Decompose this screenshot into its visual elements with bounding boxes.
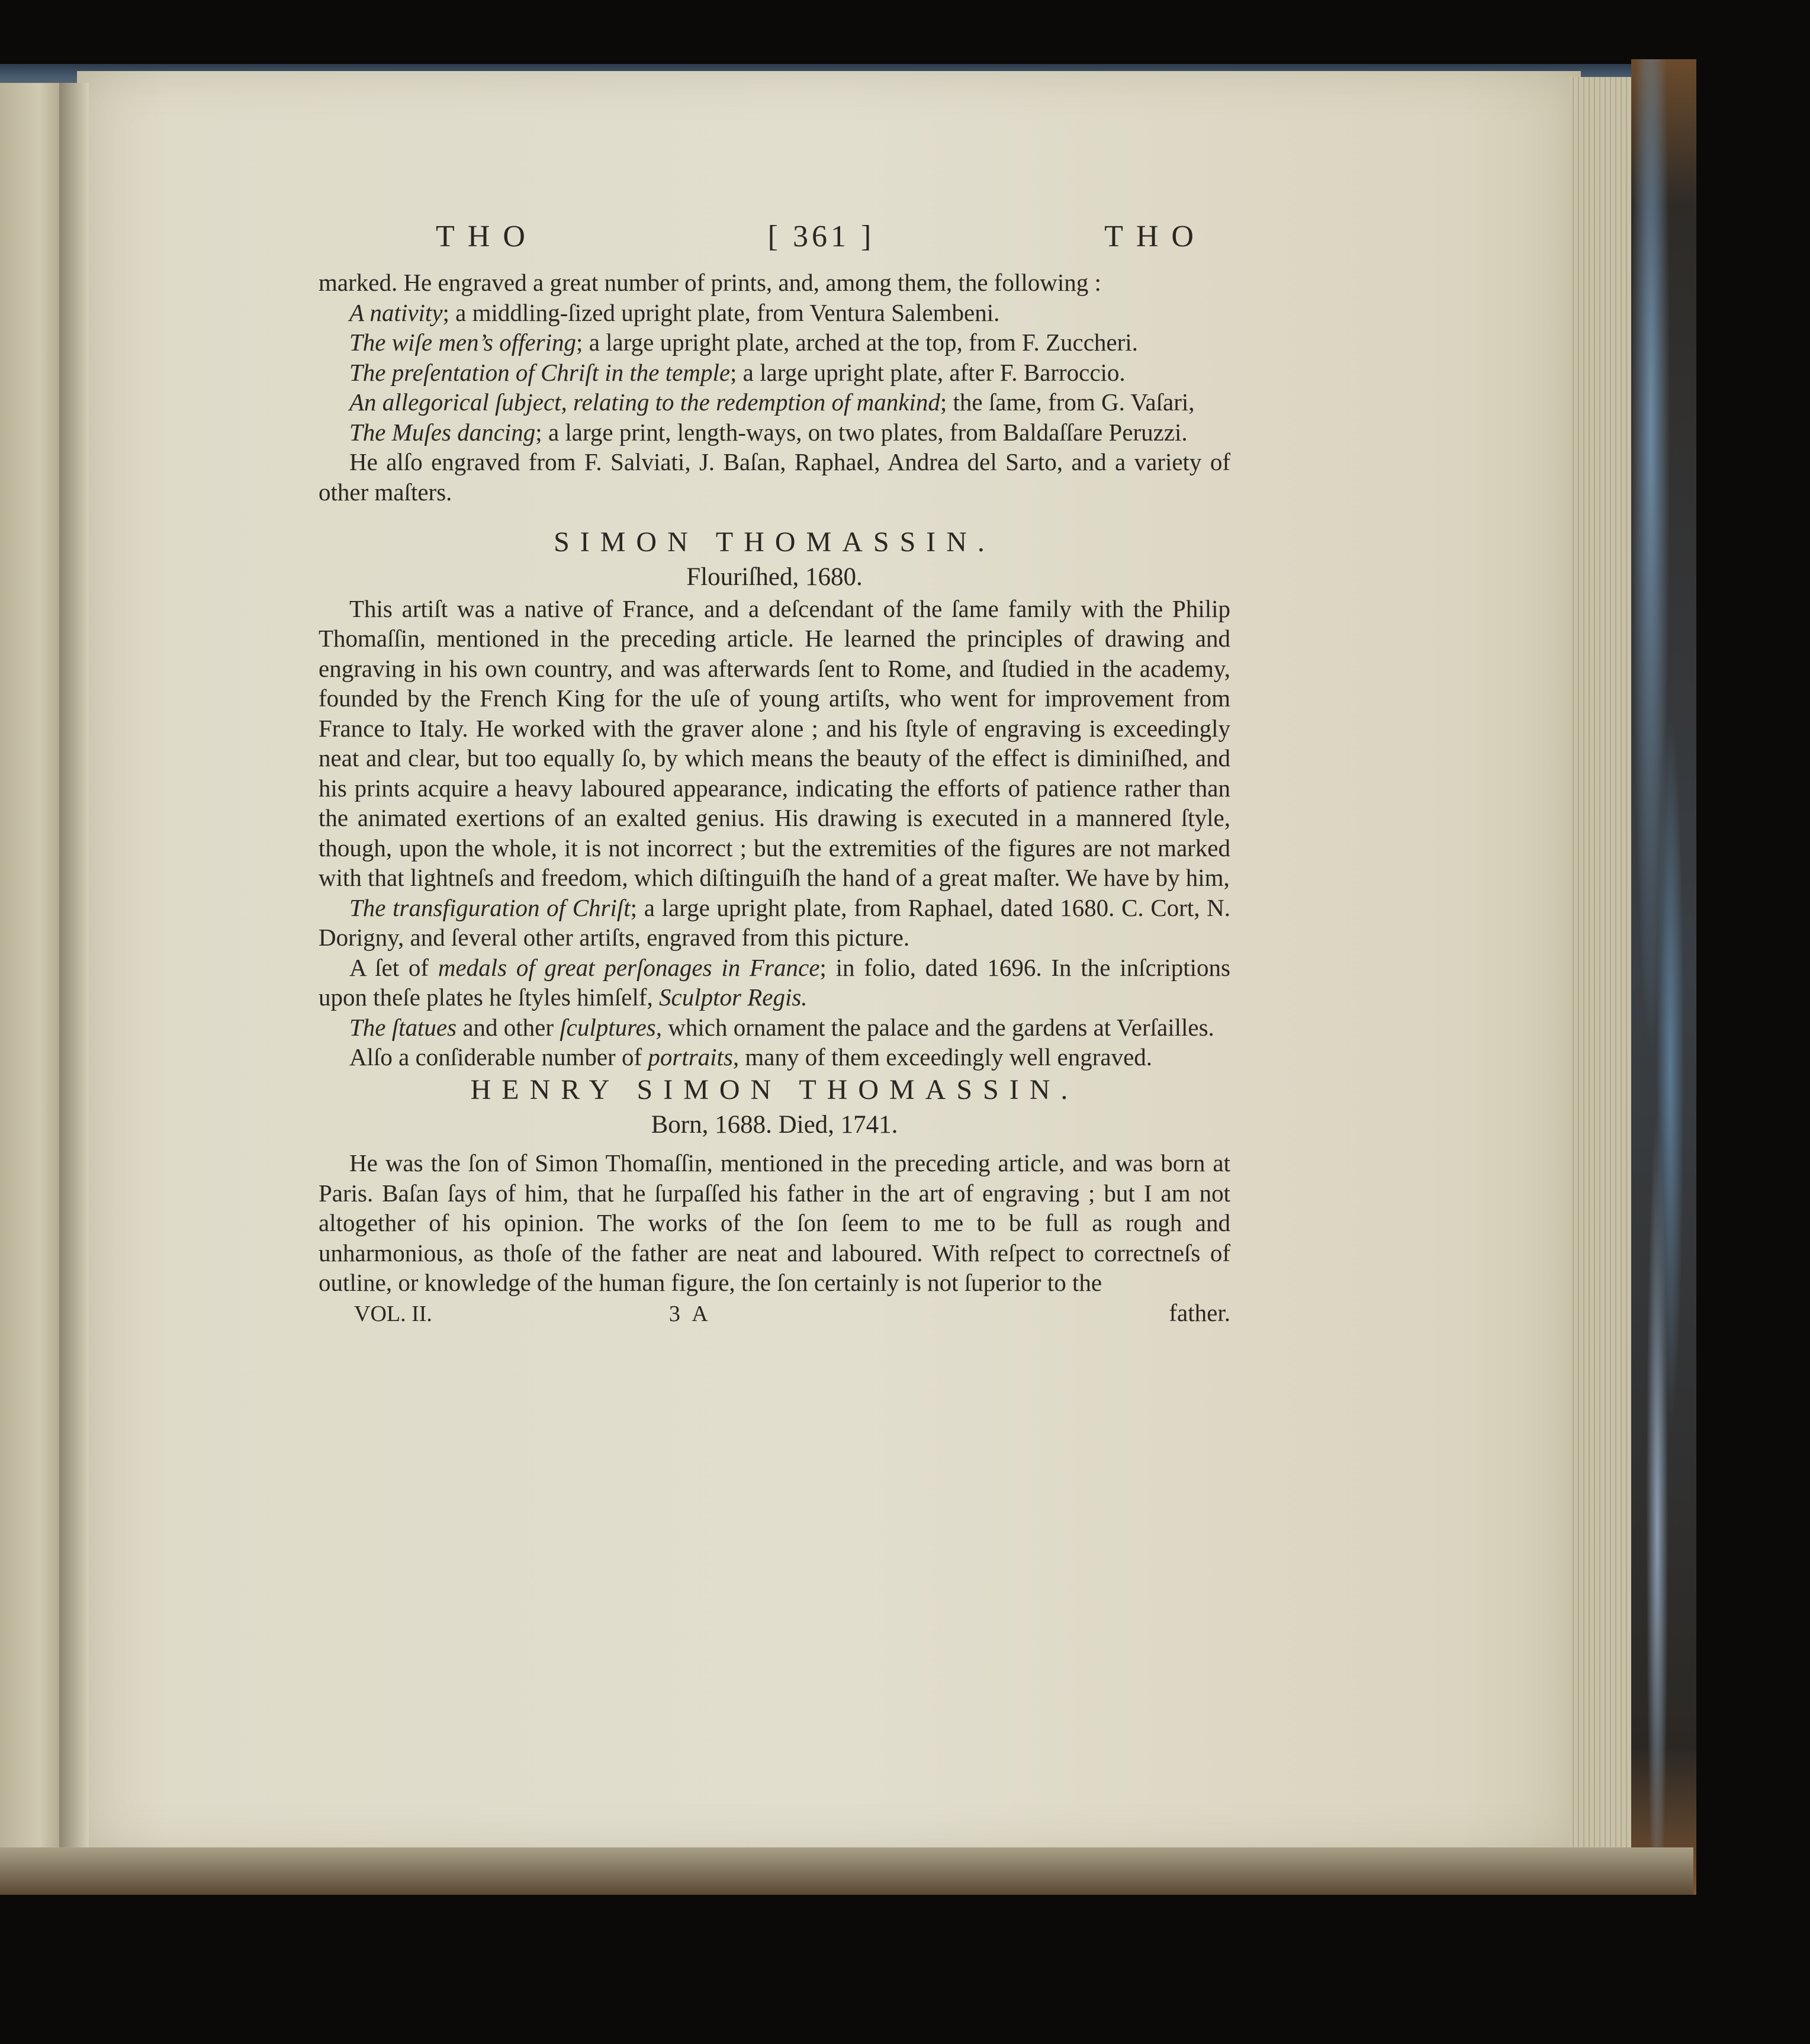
bio-henry: He was the ſon of Simon Thomaſſin, mentioned in the preceding article, and was born at Paris. Baſan ſays of him, that he ſurpaſſed his father in the art of engraving ; but I am not altogether of his opinion. The works of the ſon ſeem to me to be full as rough and unharmonious, as thoſe of the father are neat and laboured. With reſpect to correctneſs of outline, or knowledge of the human figure, the ſon certainly is not ſuperior to the [319,1149,1230,1296]
work-entry [319,417,1230,448]
work-desc: ; the ſame, from G. Vaſari, [940,388,1195,416]
page-edges [1569,77,1634,1865]
header-right: THO [1104,220,1207,253]
header-left: THO [436,220,538,253]
work-title: The Muſes dancing [349,418,536,446]
work-title: The preſentation of Chriſt in the temple [349,358,731,386]
work-prefix: A ſet of [349,953,438,981]
work-title: The transfiguration of Chriſt [349,894,631,921]
work-title: medals of great perſonages in France [438,953,820,981]
work-title: The ſtatues [349,1013,457,1041]
work-title: portraits, [648,1043,740,1071]
page-text [319,219,1230,1329]
running-header [436,219,1207,255]
work-prefix: Alſo a conſiderable number of [349,1043,648,1071]
work-entry [319,327,1230,358]
work-desc: ; a large upright plate, from Raphael, dated 1680. C. Cort, N. Dorigny, and ſeveral other artiſts, engraved from this picture. [319,894,1230,951]
work-desc: which ornament the palace and the gardens at Verſailles. [662,1013,1214,1041]
book-bottom-edge [0,1847,1693,1895]
section-heading-henry: HENRY SIMON THOMASSIN. [470,1074,1079,1105]
catchword: father. [1169,1299,1230,1326]
work-entry [319,358,1230,388]
work-desc: ; a large upright plate, after F. Barroccio. [730,358,1126,386]
work-entry [319,298,1230,328]
bio-simon: This artiſt was a native of France, and a deſcendant of the ſame family with the Philip Thomaſſin, mentioned in the preceding article. He learned the principles of drawing and engraving in his own country, and was afterwards ſent to Rome, and ſtudied in the academy, founded by the French King for the uſe of young artiſts, who went for improvement from France to Italy. He worked with the graver alone ; and his ſtyle of engraving is exceedingly neat and clear, but too equally ſo, by which means the beauty of the effect is diminiſhed, and his prints acquire a heavy laboured appearance, indicating the efforts of patience rather than the animated exertions of an exalted genius. His drawing is executed in a mannered ſtyle, though, upon the whole, it is not incorrect ; but the extremities of the figures are not marked with that lightneſs and freedom, which diſtinguiſh the hand of a great maſter. We have by him, [319,594,1230,891]
intro-paragraph: marked. He engraved a great number of prints, and, among them, the following : [319,269,1101,296]
volume-mark: VOL. II. [354,1301,432,1326]
work-title: The wiſe men’s offering [349,329,577,356]
gutter [59,83,89,1853]
work-entry [319,893,1230,953]
section-heading-simon: SIMON THOMASSIN. [554,526,995,558]
work-desc: ; a large upright plate, arched at the top, from F. Zuccheri. [576,329,1138,356]
dates-simon: Flouriſhed, 1680. [686,563,863,591]
also-engraved: He alſo engraved from F. Salviati, J. Baſan, Raphael, Andrea del Sarto, and a variety of other maſters. [319,448,1230,506]
work-entry [319,387,1230,417]
page-number: [ 361 ] [767,220,875,253]
marbled-cover [1631,59,1696,1895]
work-entry [319,1013,1230,1043]
work-connector: and other [456,1013,560,1041]
work-entry [319,1042,1230,1072]
sculptor-regis: Sculptor Regis. [659,984,808,1011]
work-desc: ; a middling-ſized upright plate, from Ventura Salembeni. [442,298,1000,326]
signature-mark: 3 A [668,1301,712,1326]
page-footer [354,1298,1230,1329]
work-entry [319,953,1230,1013]
dates-henry: Born, 1688. Died, 1741. [651,1110,898,1139]
left-page-edge [0,83,66,1847]
work-desc: many of them exceedingly well engraved. [739,1043,1153,1071]
work-title: An allegorical ſubject, relating to the redemption of mankind [349,388,940,416]
work-title: A nativity [349,298,443,326]
work-title: ſculptures, [560,1013,662,1041]
work-desc: ; a large print, length-ways, on two plates, from Baldaſſare Peruzzi. [535,418,1188,446]
work-desc: ; in folio, dated 1696. In the inſcriptions upon theſe plates he ſtyles himſelf, [319,953,1230,1011]
